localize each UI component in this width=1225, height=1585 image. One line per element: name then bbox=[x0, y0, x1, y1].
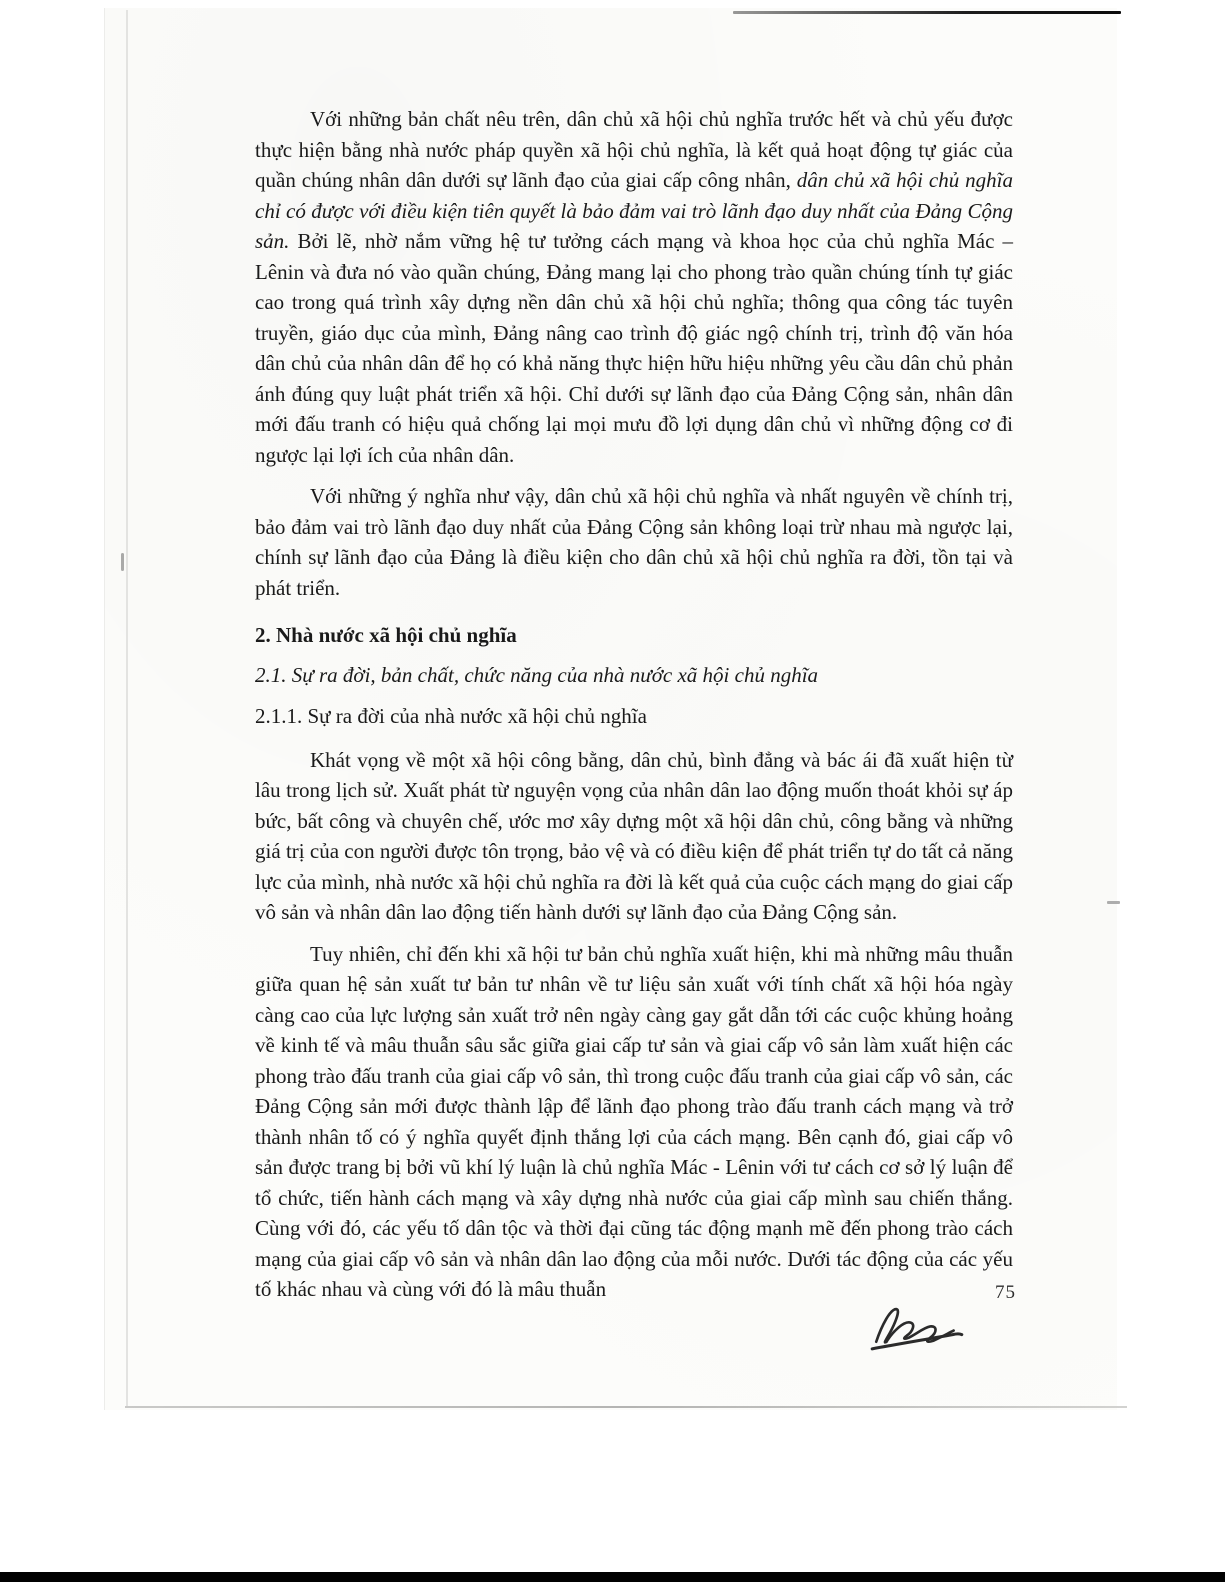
paragraph-1-normal-run-b: Bởi lẽ, nhờ nắm vững hệ tư tưởng cách mạng và khoa học của chủ nghĩa Mác – Lênin và đưa nó vào quần chúng, Đảng mang lại cho phong trào quần chúng tính tự giác cao trong quá trình xây dựng nền dân chủ xã hội chủ nghĩa; thông qua công tác tuyên truyền, giáo dục của mình, Đảng nâng cao trình độ giác ngộ chính trị, trình độ văn hóa dân chủ của nhân dân để họ có khả năng thực hiện hữu hiệu những yêu cầu dân chủ phản ánh đúng quy luật phát triển xã hội. Chỉ dưới sự lãnh đạo của Đảng Cộng sản, nhân dân mới đấu tranh có hiệu quả chống lại mọi mưu đồ lợi dụng dân chủ vì những động cơ đi ngược lại lợi ích của nhân dân. bbox=[255, 229, 1013, 467]
paragraph-1-italic-run: dân chủ xã hội chủ nghĩa chỉ có được với điều kiện tiên quyết là bảo đảm vai trò lãnh đạo duy nhất của Đảng Cộng sản. bbox=[255, 168, 1013, 253]
page-text-body bbox=[255, 104, 1013, 1316]
paragraph-1-normal-run-a: Với những bản chất nêu trên, dân chủ xã hội chủ nghĩa trước hết và chủ yếu được thực hiện bằng nhà nước pháp quyền xã hội chủ nghĩa, là kết quả hoạt động tự giác của quần chúng nhân dân dưới sự lãnh đạo của giai cấp công nhân, bbox=[255, 107, 1013, 192]
scan-artifact-right bbox=[1107, 901, 1120, 904]
page-left-edge-shadow bbox=[126, 10, 128, 1406]
section-heading: 2. Nhà nước xã hội chủ nghĩa bbox=[255, 623, 517, 647]
subsection-heading: 2.1. Sự ra đời, bản chất, chức năng của nhà nước xã hội chủ nghĩa bbox=[255, 662, 819, 687]
handwritten-signature bbox=[863, 1300, 975, 1356]
page-bottom-edge-shadow bbox=[125, 1406, 1127, 1408]
subsubsection-heading: 2.1.1. Sự ra đời của nhà nước xã hội chủ nghĩa bbox=[255, 704, 647, 728]
paragraph-1 bbox=[255, 104, 1013, 470]
paragraph-3: Khát vọng về một xã hội công bằng, dân chủ, bình đẳng và bác ái đã xuất hiện từ lâu trong lịch sử. Xuất phát từ nguyện vọng của nhân dân lao động muốn thoát khỏi sự áp bức, bất công và chuyên chế, ước mơ xây dựng một xã hội dân chủ, công bằng và những giá trị của con người được tôn trọng, bảo vệ và có điều kiện để phát triển tự do tất cả năng lực của mình, nhà nước xã hội chủ nghĩa ra đời là kết quả của cuộc cách mạng do giai cấp vô sản và nhân dân lao động tiến hành dưới sự lãnh đạo của Đảng Cộng sản. bbox=[255, 747, 1013, 924]
paragraph-2: Với những ý nghĩa như vậy, dân chủ xã hội chủ nghĩa và nhất nguyên về chính trị, bảo đảm vai trò lãnh đạo duy nhất của Đảng Cộng sản không loại trừ nhau mà ngược lại, chính sự lãnh đạo của Đảng là điều kiện cho dân chủ xã hội chủ nghĩa ra đời, tồn tại và phát triển. bbox=[255, 484, 1013, 600]
page-top-edge-shadow bbox=[733, 11, 1121, 14]
scan-artifact-left bbox=[121, 553, 124, 571]
scan-border-bottom bbox=[0, 1572, 1225, 1582]
paragraph-4: Tuy nhiên, chỉ đến khi xã hội tư bản chủ nghĩa xuất hiện, khi mà những mâu thuẫn giữa quan hệ sản xuất tư bản tư nhân về tư liệu sản xuất với tính chất xã hội hóa ngày càng cao của lực lượng sản xuất trở nên ngày càng gay gắt dẫn tới các cuộc khủng hoảng về kinh tế và mâu thuẫn sâu sắc giữa giai cấp tư sản và giai cấp vô sản làm xuất hiện các phong trào đấu tranh của giai cấp vô sản, thì trong cuộc đấu tranh của giai cấp vô sản, các Đảng Cộng sản mới được thành lập để lãnh đạo phong trào đấu tranh cách mạng và trở thành nhân tố có ý nghĩa quyết định thắng lợi của cách mạng. Bên cạnh đó, giai cấp vô sản được trang bị bởi vũ khí lý luận là chủ nghĩa Mác - Lênin với tư cách cơ sở lý luận để tổ chức, tiến hành cách mạng và xây dựng nhà nước của giai cấp mình sau chiến thắng. Cùng với đó, các yếu tố dân tộc và thời đại cũng tác động mạnh mẽ đến phong trào cách mạng của giai cấp vô sản và nhân dân lao động của mỗi nước. Dưới tác động của các yếu tố khác nhau và cùng với đó là mâu thuẫn bbox=[255, 941, 1013, 1301]
scanned-page bbox=[104, 8, 1117, 1410]
page-number: 75 bbox=[995, 1282, 1016, 1303]
